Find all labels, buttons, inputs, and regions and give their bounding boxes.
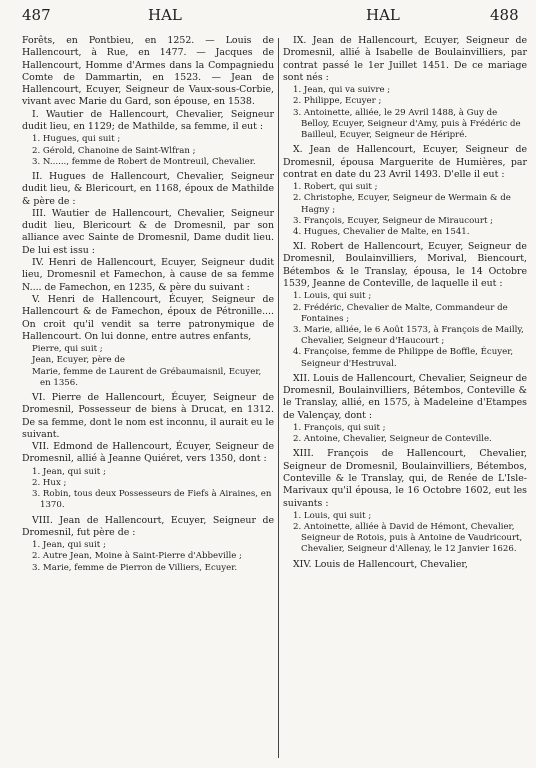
children-list bbox=[283, 291, 527, 369]
list-item: 4. Françoise, femme de Philippe de Boffle, Écuyer, Seigneur d'Hestruval. bbox=[293, 347, 514, 369]
entry-paragraph: X. Jean de Hallencourt, Ecuyer, Seigneur de Dromesnil, épousa Marguerite de Humières, par contrat en date du 23 Avril 1493. D'elle il eut : bbox=[283, 144, 527, 180]
page-number-left: 487 bbox=[22, 6, 51, 24]
children-list bbox=[22, 134, 274, 168]
children-list bbox=[283, 511, 527, 556]
entry-paragraph: IV. Henri de Hallencourt, Ecuyer, Seigneur dudit lieu, Dromesnil et Famechon, à cause de sa femme N.... de Famechon, en 1235, & père du suivant : bbox=[22, 257, 274, 293]
children-list bbox=[22, 467, 274, 512]
children-list bbox=[283, 85, 527, 141]
entry-paragraph: I. Wautier de Hallencourt, Chevalier, Seigneur dudit lieu, en 1129; de Mathilde, sa femme, il eut : bbox=[22, 108, 274, 133]
entry-paragraph: VII. Edmond de Hallencourt, Écuyer, Seigneur de Dromesnil, allié à Jeanne Quiéret, vers 1350, dont : bbox=[22, 441, 274, 465]
list-item: 2. Philippe, Ecuyer ; bbox=[293, 96, 382, 107]
entry-paragraph: XIV. Louis de Hallencourt, Chevalier, bbox=[293, 558, 468, 570]
children-list bbox=[283, 182, 527, 238]
list-item: 3. Robin, tous deux Possesseurs de Fiefs à Airaines, en 1370. bbox=[32, 489, 272, 511]
list-item: 3. François, Ecuyer, Seigneur de Miraucourt ; bbox=[293, 215, 494, 226]
list-item: 2. Autre Jean, Moine à Saint-Pierre d'Abbeville ; bbox=[32, 551, 242, 562]
list-item: 2. Frédéric, Chevalier de Malte, Commandeur de Fontaines ; bbox=[293, 302, 508, 324]
list-item: 3. Marie, alliée, le 6 Août 1573, à François de Mailly, Chevalier, Seigneur d'Haucourt ; bbox=[293, 324, 524, 347]
list-item: 1. Jean, qui va suivre ; bbox=[293, 85, 391, 96]
list-item: 1. François, qui suit ; bbox=[293, 422, 386, 433]
list-item: Pierre, qui suit ; bbox=[32, 344, 103, 355]
children-list bbox=[22, 540, 274, 574]
entry-paragraph: XI. Robert de Hallencourt, Ecuyer, Seigneur de Dromesnil, Boulainvilliers, Morival, Biencourt, Bétembos & le Translay, épousa, le 14 Octobre 1539, Jeanne de Conteville, de laquelle il eut : bbox=[283, 241, 527, 289]
children-list bbox=[283, 423, 527, 445]
entry-paragraph: IX. Jean de Hallencourt, Ecuyer, Seigneur de Dromesnil, allié à Isabelle de Boulainvilliers, par contrat passé le 1er Juillet 1451. De ce mariage sont nés : bbox=[283, 35, 527, 83]
page-number-right: 488 bbox=[490, 6, 519, 24]
entry-paragraph: XIII. François de Hallencourt, Chevalier, Seigneur de Dromesnil, Boulainvilliers, Bétembos, Conteville & le Translay, qui, de Renée de L'Isle-Marivaux qu'il épousa, le 16 Octobre 1602, eut les suivants : bbox=[283, 448, 527, 509]
list-item: 1. Robert, qui suit ; bbox=[293, 182, 378, 193]
list-item: 3. Antoinette, alliée, le 29 Avril 1488, à Guy de Belloy, Ecuyer, Seigneur d'Amy, puis à Frédéric de Bailleul, Ecuyer, Seigneur de Héripré. bbox=[293, 107, 521, 140]
list-item: 1. Jean, qui suit ; bbox=[32, 466, 106, 477]
list-item: 2. Gérold, Chanoine de Saint-Wlfran ; bbox=[32, 145, 196, 156]
running-head-right: HAL bbox=[366, 6, 400, 24]
list-item: 4. Hugues, Chevalier de Malte, en 1541. bbox=[293, 226, 470, 237]
list-item: 2. Antoine, Chevalier, Seigneur de Conteville. bbox=[293, 434, 492, 445]
list-item: 1. Jean, qui suit ; bbox=[32, 540, 106, 551]
entry-paragraph: Forêts, en Pontbieu, en 1252. — Louis de Hallencourt, à Rue, en 1477. — Jacques de Hallencourt, Homme d'Armes dans la Compagniedu Comte de Dammartin, en 1523. — Jean de Hallencourt, Ecuyer, Seigneur de Vaux-sous-Corbie, vivant avec Marie du Gard, son épouse, en 1538. bbox=[22, 35, 274, 108]
entry-paragraph: III. Wautier de Hallencourt, Chevalier, Seigneur dudit lieu, Blericourt & de Dromesnil, par son alliance avec Sainte de Dromesnil, Dame dudit lieu. De lui est issu : bbox=[22, 207, 274, 256]
children-list bbox=[22, 344, 274, 389]
entry-paragraph: VIII. Jean de Hallencourt, Ecuyer, Seigneur de Dromesnil, fut père de : bbox=[22, 514, 274, 538]
list-item: 3. N......, femme de Robert de Montreuil, Chevalier. bbox=[32, 156, 256, 167]
entry-paragraph: V. Henri de Hallencourt, Écuyer, Seigneur de Hallencourt & de Famechon, époux de Pétronille.... On croit qu'il vendit sa terre patronymique de Hallencourt. On lui donne, entre autres enfants, bbox=[22, 293, 274, 342]
list-item: 2. Christophe, Ecuyer, Seigneur de Wermain & de Hagny ; bbox=[293, 193, 511, 215]
column-divider bbox=[278, 38, 279, 758]
running-head-left: HAL bbox=[148, 6, 182, 24]
list-item: 2. Antoinette, alliée à David de Hémont, Chevalier, Seigneur de Rotois, puis à Antoine de Vaudricourt, Chevalier, Seigneur d'Allenay, le 12 Janvier 1626. bbox=[293, 522, 523, 555]
left-column bbox=[22, 35, 274, 577]
list-item: 2. Hux ; bbox=[32, 477, 67, 488]
list-item: 1. Louis, qui suit ; bbox=[293, 510, 372, 521]
entry-paragraph: II. Hugues de Hallencourt, Chevalier, Seigneur dudit lieu, & Blericourt, en 1168, époux de Mathilde & père de : bbox=[22, 170, 274, 207]
list-item: 3. Marie, femme de Pierron de Villiers, Ecuyer. bbox=[32, 562, 238, 573]
list-item: Jean, Ecuyer, père de bbox=[32, 355, 125, 366]
entry-paragraph: XII. Louis de Hallencourt, Chevalier, Seigneur de Dromesnil, Boulainvilliers, Bétembos, Conteville & le Translay, allié, en 1575, à Madeleine d'Etampes de Valençay, dont : bbox=[283, 372, 527, 421]
right-column bbox=[283, 35, 527, 571]
list-item: Marie, femme de Laurent de Grébaumaisnil, Ecuyer, en 1356. bbox=[32, 366, 262, 388]
entry-paragraph: VI. Pierre de Hallencourt, Écuyer, Seigneur de Dromesnil, Possesseur de biens à Drucat, en 1312. De sa femme, dont le nom est inconnu, il aurait eu le suivant. bbox=[22, 391, 274, 440]
list-item: 1. Hugues, qui suit ; bbox=[32, 134, 121, 145]
list-item: 1. Louis, qui suit ; bbox=[293, 291, 372, 302]
